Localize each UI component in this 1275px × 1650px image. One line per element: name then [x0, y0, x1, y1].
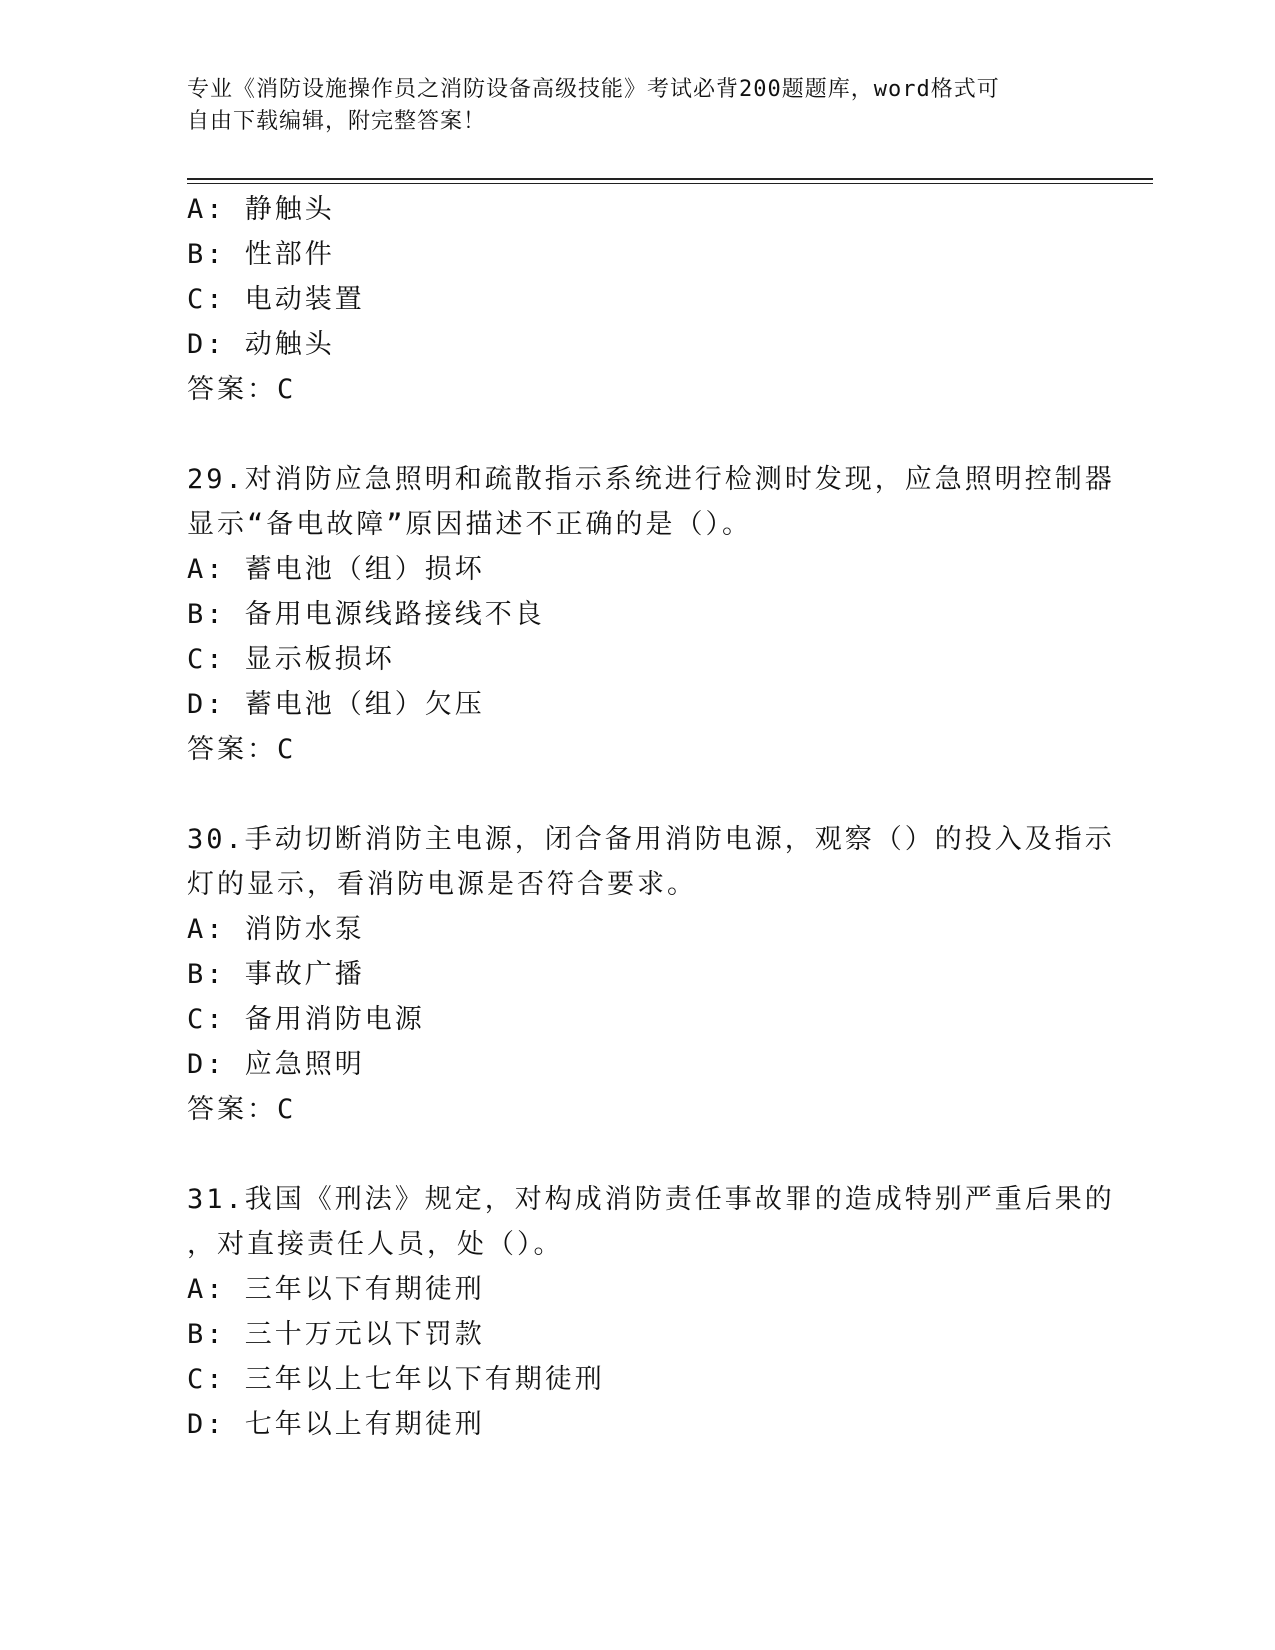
spacer — [187, 1132, 1087, 1177]
header-rule-thick — [187, 178, 1153, 180]
question-31 — [187, 1177, 1115, 1447]
option-a: A: 三年以下有期徒刑 — [187, 1274, 485, 1305]
answer: 答案：C — [187, 734, 297, 765]
header-rule-thin — [187, 183, 1153, 184]
answer: 答案：C — [187, 1094, 297, 1125]
answer: 答案：C — [187, 374, 297, 405]
option-d: D: 应急照明 — [187, 1049, 365, 1080]
question-stem-cont: 灯的显示，看消防电源是否符合要求。 — [187, 869, 697, 900]
option-b: B: 备用电源线路接线不良 — [187, 599, 545, 630]
option-a: A: 蓄电池（组）损坏 — [187, 554, 485, 585]
header-line-1: 专业《消防设施操作员之消防设备高级技能》考试必背200题题库，word格式可 — [187, 77, 1000, 102]
question-30 — [187, 817, 1115, 1132]
option-b: B: 事故广播 — [187, 959, 365, 990]
option-d: D: 动触头 — [187, 329, 335, 360]
question-stem: 31.我国《刑法》规定，对构成消防责任事故罪的造成特别严重后果的 — [187, 1184, 1115, 1215]
question-stem: 30.手动切断消防主电源，闭合备用消防电源，观察（）的投入及指示 — [187, 824, 1115, 855]
spacer — [187, 772, 1087, 817]
question-stem-cont: 显示“备电故障”原因描述不正确的是（）。 — [187, 509, 753, 540]
option-c: C: 备用消防电源 — [187, 1004, 425, 1035]
option-d: D: 七年以上有期徒刑 — [187, 1409, 485, 1440]
header-line-2: 自由下载编辑，附完整答案！ — [187, 109, 487, 134]
option-a: A: 消防水泵 — [187, 914, 365, 945]
option-c: C: 三年以上七年以下有期徒刑 — [187, 1364, 605, 1395]
question-stem-cont: ，对直接责任人员，处（）。 — [187, 1229, 564, 1260]
option-c: C: 电动装置 — [187, 284, 365, 315]
question-29 — [187, 457, 1115, 772]
question-28-fragment — [187, 187, 1087, 412]
spacer — [187, 412, 1087, 457]
option-c: C: 显示板损坏 — [187, 644, 395, 675]
option-d: D: 蓄电池（组）欠压 — [187, 689, 485, 720]
question-list — [187, 187, 1115, 1447]
document-header — [187, 74, 1067, 138]
option-b: B: 三十万元以下罚款 — [187, 1319, 485, 1350]
option-b: B: 性部件 — [187, 239, 335, 270]
option-a: A: 静触头 — [187, 194, 335, 225]
question-stem: 29.对消防应急照明和疏散指示系统进行检测时发现，应急照明控制器 — [187, 464, 1115, 495]
